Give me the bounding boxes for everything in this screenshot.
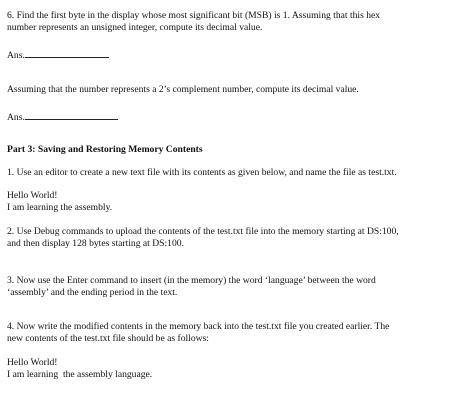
answer-label: Ans. [7,112,25,123]
step-3-line-1: 3. Now use the Enter command to insert (in the memory) the word ‘language’ between the word [7,275,376,286]
step-4-line-1: 4. Now write the modified contents in the memory back into the test.txt file you created earlier. The [7,321,390,332]
part3-heading-block [7,144,203,156]
question-6-twos-complement [7,84,359,96]
step-1 [7,167,397,179]
q6-line-1: 6. Find the first byte in the display whose most significant bit (MSB) is 1. Assuming that this hex [7,10,381,21]
step-4-line-2: new contents of the test.txt file should be as follows: [7,333,209,344]
file-contents-modified [7,357,152,381]
answer-1 [7,48,109,62]
answer-blank-line [25,110,118,120]
file-line-2: I am learning the assembly. [7,202,113,213]
step-2 [7,226,399,250]
final-line-1: Hello World! [7,357,58,368]
step-2-line-2: and then display 128 bytes starting at DS:100. [7,238,184,249]
answer-label: Ans. [7,50,25,61]
file-contents-original [7,190,112,214]
file-line-1: Hello World! [7,190,58,201]
step-3-line-2: ‘assembly’ and the ending period in the text. [7,287,178,298]
step-1-text: 1. Use an editor to create a new text file with its contents as given below, and name the file as test.txt. [7,167,397,178]
q6-line-3: Assuming that the number represents a 2’s complement number, compute its decimal value. [7,84,359,95]
question-6 [7,10,380,34]
part3-heading: Part 3: Saving and Restoring Memory Contents [7,144,203,155]
q6-line-2: number represents an unsigned integer, compute its decimal value. [7,22,263,33]
final-line-2: I am learning the assembly language. [7,369,153,380]
step-4 [7,321,389,345]
step-3 [7,275,376,299]
step-2-line-1: 2. Use Debug commands to upload the contents of the test.txt file into the memory starting at DS:100, [7,226,399,237]
answer-blank-line [25,48,109,58]
answer-2 [7,110,118,124]
